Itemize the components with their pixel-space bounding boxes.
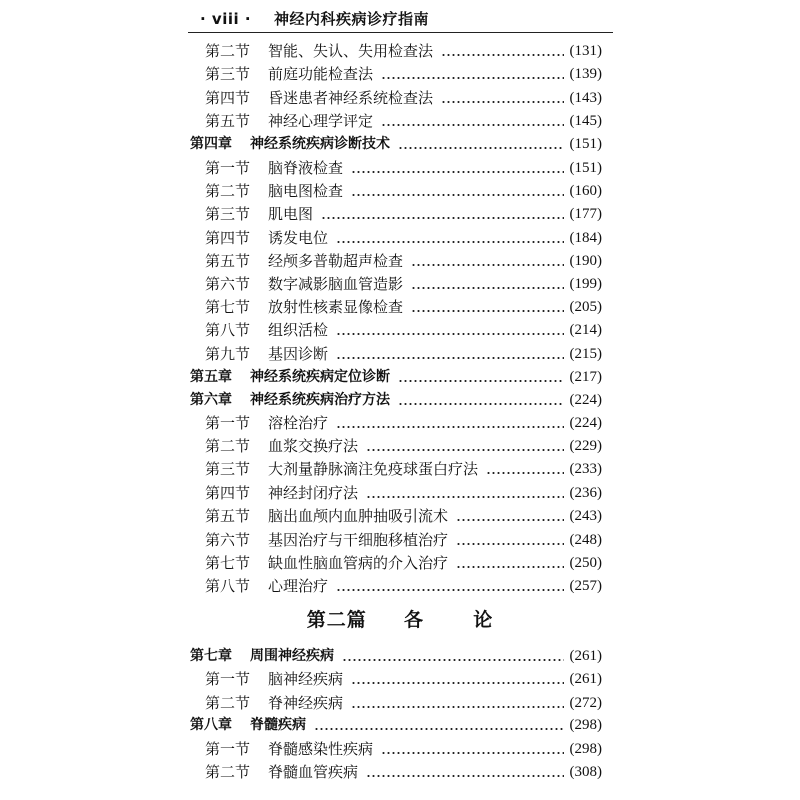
toc-entry-label: 第九节 xyxy=(205,345,251,363)
leader-dots xyxy=(441,87,563,109)
leader-dots xyxy=(398,366,564,388)
leader-dots xyxy=(366,482,563,504)
toc-entry-title: 神经系统疾病治疗方法 xyxy=(250,392,390,408)
toc-entry-label: 第七节 xyxy=(205,554,251,572)
toc-section-row[interactable] xyxy=(0,273,800,295)
toc-entry-label: 第六节 xyxy=(205,531,251,549)
toc-entry-title: 智能、失认、失用检查法 xyxy=(268,42,434,60)
toc-chapter-row[interactable] xyxy=(0,714,800,736)
toc-entry-title: 组织活检 xyxy=(268,321,329,339)
toc-page-number: (248) xyxy=(569,532,602,548)
toc-entry-label: 第一节 xyxy=(205,670,251,688)
toc-section-row[interactable] xyxy=(0,227,800,249)
toc-entry-title: 神经心理学评定 xyxy=(268,112,374,130)
toc-section-row[interactable] xyxy=(0,529,800,551)
leader-dots xyxy=(381,738,563,760)
toc-page-number: (224) xyxy=(569,392,602,408)
toc-section-row[interactable] xyxy=(0,87,800,109)
toc-page-number: (145) xyxy=(569,113,602,129)
toc-entry-label: 第四节 xyxy=(205,229,251,247)
toc-page-number: (233) xyxy=(569,461,602,477)
toc-page-number: (215) xyxy=(569,346,602,362)
toc-page-number: (224) xyxy=(569,415,602,431)
toc-entry-title: 前庭功能检查法 xyxy=(268,65,374,83)
toc-page-number: (298) xyxy=(569,717,602,733)
toc-entry-label: 第七章 xyxy=(190,648,232,664)
leader-dots xyxy=(366,761,563,783)
part-label: 第二篇 xyxy=(306,609,367,631)
toc-entry-title: 肌电图 xyxy=(268,205,314,223)
toc-section-row[interactable] xyxy=(0,250,800,272)
toc-entry-label: 第三节 xyxy=(205,205,251,223)
leader-dots xyxy=(398,133,564,155)
toc-entry-title: 大剂量静脉滴注免疫球蛋白疗法 xyxy=(268,460,479,478)
toc-section-row[interactable] xyxy=(0,63,800,85)
toc-page-number: (177) xyxy=(569,206,602,222)
toc-page-number: (261) xyxy=(569,671,602,687)
toc-entry-title: 放射性核素显像检查 xyxy=(268,298,404,316)
toc-page-number: (257) xyxy=(569,578,602,594)
toc-entry-title: 基因治疗与干细胞移植治疗 xyxy=(268,531,449,549)
leader-dots xyxy=(381,110,563,132)
toc-page-number: (217) xyxy=(569,369,602,385)
toc-section-row[interactable] xyxy=(0,40,800,62)
toc-section-row[interactable] xyxy=(0,668,800,690)
toc-page-number: (272) xyxy=(569,695,602,711)
toc-entry-title: 脊髓血管疾病 xyxy=(268,763,359,781)
toc-chapter-row[interactable] xyxy=(0,366,800,388)
toc-page-number: (229) xyxy=(569,438,602,454)
toc-page-number: (214) xyxy=(569,322,602,338)
toc-entry-label: 第二节 xyxy=(205,694,251,712)
leader-dots xyxy=(351,180,563,202)
toc-entry-title: 周围神经疾病 xyxy=(250,648,334,664)
toc-page-number: (243) xyxy=(569,508,602,524)
part-word-2: 论 xyxy=(473,609,494,631)
toc-section-row[interactable] xyxy=(0,738,800,760)
toc-page-number: (131) xyxy=(569,43,602,59)
toc-entry-title: 昏迷患者神经系统检查法 xyxy=(268,89,434,107)
page-number-label: · viii · xyxy=(200,10,252,28)
toc-entry-label: 第五节 xyxy=(205,252,251,270)
book-title: 神经内科疾病诊疗指南 xyxy=(273,10,429,28)
leader-dots xyxy=(342,645,564,667)
toc-entry-title: 心理治疗 xyxy=(268,577,329,595)
toc-page-number: (151) xyxy=(569,136,602,152)
toc-section-row[interactable] xyxy=(0,692,800,714)
toc-entry-label: 第六章 xyxy=(190,392,232,408)
leader-dots xyxy=(456,552,563,574)
leader-dots xyxy=(486,458,563,480)
toc-entry-title: 数字减影脑血管造影 xyxy=(268,275,404,293)
toc-entry-label: 第五节 xyxy=(205,112,251,130)
toc-section-row[interactable] xyxy=(0,180,800,202)
toc-page-number: (298) xyxy=(569,741,602,757)
toc-entry-title: 基因诊断 xyxy=(268,345,329,363)
toc-section-row[interactable] xyxy=(0,343,800,365)
leader-dots xyxy=(456,505,563,527)
toc-entry-label: 第二节 xyxy=(205,182,251,200)
toc-entry-title: 溶栓治疗 xyxy=(268,414,329,432)
leader-dots xyxy=(381,63,563,85)
leader-dots xyxy=(351,157,563,179)
toc-entry-title: 诱发电位 xyxy=(268,229,329,247)
toc-entry-title: 神经系统疾病诊断技术 xyxy=(250,136,390,152)
toc-section-row[interactable] xyxy=(0,552,800,574)
toc-entry-label: 第一节 xyxy=(205,159,251,177)
toc-chapter-row[interactable] xyxy=(0,645,800,667)
part-word-1: 各 xyxy=(403,609,424,631)
toc-entry-label: 第二节 xyxy=(205,42,251,60)
leader-dots xyxy=(411,273,563,295)
toc-entry-label: 第八节 xyxy=(205,321,251,339)
toc-page-number: (236) xyxy=(569,485,602,501)
toc-entry-title: 脑脊液检查 xyxy=(268,159,344,177)
toc-section-row[interactable] xyxy=(0,412,800,434)
toc-entry-label: 第四节 xyxy=(205,89,251,107)
leader-dots xyxy=(398,389,564,411)
toc-entry-label: 第五节 xyxy=(205,507,251,525)
leader-dots xyxy=(336,343,563,365)
toc-entry-label: 第一节 xyxy=(205,414,251,432)
toc-entry-title: 经颅多普勒超声检查 xyxy=(268,252,404,270)
toc-entry-label: 第一节 xyxy=(205,740,251,758)
leader-dots xyxy=(321,203,563,225)
leader-dots xyxy=(411,250,563,272)
toc-entry-title: 脊神经疾病 xyxy=(268,694,344,712)
leader-dots xyxy=(336,319,563,341)
toc-section-row[interactable] xyxy=(0,482,800,504)
toc-entry-title: 脑电图检查 xyxy=(268,182,344,200)
toc-page-number: (308) xyxy=(569,764,602,780)
leader-dots xyxy=(456,529,563,551)
toc-section-row[interactable] xyxy=(0,505,800,527)
toc-entry-title: 神经封闭疗法 xyxy=(268,484,359,502)
toc-page-number: (199) xyxy=(569,276,602,292)
leader-dots xyxy=(336,575,563,597)
toc-entry-title: 脊髓感染性疾病 xyxy=(268,740,374,758)
toc-entry-label: 第八节 xyxy=(205,577,251,595)
leader-dots xyxy=(314,714,564,736)
toc-entry-label: 第四节 xyxy=(205,484,251,502)
leader-dots xyxy=(351,692,563,714)
toc-page-number: (190) xyxy=(569,253,602,269)
toc-entry-label: 第七节 xyxy=(205,298,251,316)
leader-dots xyxy=(366,435,563,457)
toc-section-row[interactable] xyxy=(0,110,800,132)
toc-section-row[interactable] xyxy=(0,319,800,341)
toc-entry-label: 第六节 xyxy=(205,275,251,293)
toc-chapter-row[interactable] xyxy=(0,133,800,155)
toc-entry-label: 第四章 xyxy=(190,136,232,152)
toc-entry-title: 缺血性脑血管病的介入治疗 xyxy=(268,554,449,572)
toc-entry-title: 脑神经疾病 xyxy=(268,670,344,688)
toc-entry-title: 脑出血颅内血肿抽吸引流术 xyxy=(268,507,449,525)
toc-section-row[interactable] xyxy=(0,575,800,597)
toc-page-number: (143) xyxy=(569,90,602,106)
toc-entry-label: 第二节 xyxy=(205,763,251,781)
toc-entry-title: 血浆交换疗法 xyxy=(268,437,359,455)
toc-page-number: (250) xyxy=(569,555,602,571)
toc-entry-label: 第三节 xyxy=(205,65,251,83)
toc-entry-title: 神经系统疾病定位诊断 xyxy=(250,369,390,385)
leader-dots xyxy=(351,668,563,690)
toc-entry-title: 脊髓疾病 xyxy=(250,717,306,733)
leader-dots xyxy=(336,227,563,249)
toc-page-number: (184) xyxy=(569,230,602,246)
leader-dots xyxy=(411,296,563,318)
toc-section-row[interactable] xyxy=(0,296,800,318)
toc-section-row[interactable] xyxy=(0,761,800,783)
toc-page-number: (160) xyxy=(569,183,602,199)
toc-page-number: (205) xyxy=(569,299,602,315)
toc-entry-label: 第三节 xyxy=(205,460,251,478)
toc-page-number: (151) xyxy=(569,160,602,176)
toc-entry-label: 第二节 xyxy=(205,437,251,455)
toc-section-row[interactable] xyxy=(0,157,800,179)
toc-section-row[interactable] xyxy=(0,203,800,225)
toc-page-number: (261) xyxy=(569,648,602,664)
toc-chapter-row[interactable] xyxy=(0,389,800,411)
leader-dots xyxy=(441,40,563,62)
part-heading xyxy=(0,605,800,632)
toc-section-row[interactable] xyxy=(0,458,800,480)
toc-section-row[interactable] xyxy=(0,435,800,457)
toc-page-number: (139) xyxy=(569,66,602,82)
toc-entry-label: 第八章 xyxy=(190,717,232,733)
leader-dots xyxy=(336,412,563,434)
toc-entry-label: 第五章 xyxy=(190,369,232,385)
